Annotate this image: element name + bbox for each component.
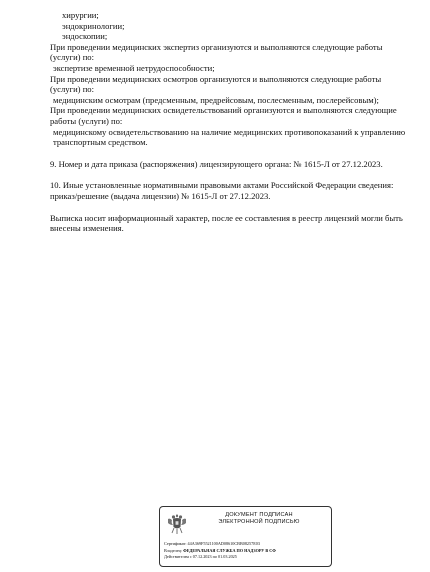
examinations-heading-line1: При проведении медицинских осмотров организуются и выполняются следующие работы <box>50 73 382 84</box>
activity-endoscopy: эндоскопии; <box>62 31 108 42</box>
examinations-heading-line2: (услуги) по: <box>50 84 94 95</box>
activity-driver-certification-line2: транспортным средством. <box>53 137 148 148</box>
activity-endocrinology: эндокринологии; <box>62 20 125 31</box>
owner-row <box>164 548 332 555</box>
activity-disability-expertise: экспертизе временной нетрудоспособности; <box>53 62 215 73</box>
certifications-heading-line2: работы (услуги) по: <box>50 115 123 126</box>
stamp-title-line1: ДОКУМЕНТ ПОДПИСАН <box>225 512 293 518</box>
stamp-title-line2: ЭЛЕКТРОННОЙ ПОДПИСЬЮ <box>218 519 300 525</box>
other-info-item-line1: 10. Иные установленные нормативными правовыми актами Российской Федерации сведения: <box>50 180 394 191</box>
expertise-heading-line2: (услуги) по: <box>50 52 94 63</box>
owner-label: Владелец: <box>164 547 183 553</box>
order-number-item: 9. Номер и дата приказа (распоряжения) лицензирующего органа: № 1615-Л от 27.12.2023. <box>50 158 383 169</box>
certificate-label: Сертификат: <box>164 541 187 546</box>
stamp-title <box>190 512 328 526</box>
certificate-value: 44A369F5521100AD08610CBB08257E03 <box>187 541 260 546</box>
eagle-emblem-icon <box>166 511 188 537</box>
activity-driver-certification-line1: медицинскому освидетельствованию на наличие медицинских противопоказаний к управлению <box>53 126 406 137</box>
disclaimer-line2: внесены изменения. <box>50 223 124 234</box>
expertise-heading-line1: При проведении медицинских экспертиз организуются и выполняются следующие работы <box>50 41 383 52</box>
validity-row: Действителен с 07.12.2023 по 01.03.2025 <box>164 554 237 560</box>
document-body <box>50 10 410 234</box>
other-info-item-line2: приказ/решение (выдача лицензии) № 1615-Л от 27.12.2023. <box>50 190 271 201</box>
activity-surgery: хирургии; <box>62 10 99 20</box>
activity-medical-examinations: медицинским осмотрам (предсменным, предрейсовым, послесменным, послерейсовым); <box>53 94 379 105</box>
disclaimer-line1: Выписка носит информационный характер, после ее составления в реестр лицензий могли быть <box>50 212 403 223</box>
owner-value: ФЕДЕРАЛЬНАЯ СЛУЖБА ПО НАДЗОРУ В СФ <box>183 547 276 553</box>
certifications-heading-line1: При проведении медицинских освидетельствований организуются и выполняются следующие <box>50 105 397 116</box>
certificate-row <box>164 541 332 548</box>
stamp-details <box>164 541 332 561</box>
electronic-signature-stamp <box>159 506 332 567</box>
